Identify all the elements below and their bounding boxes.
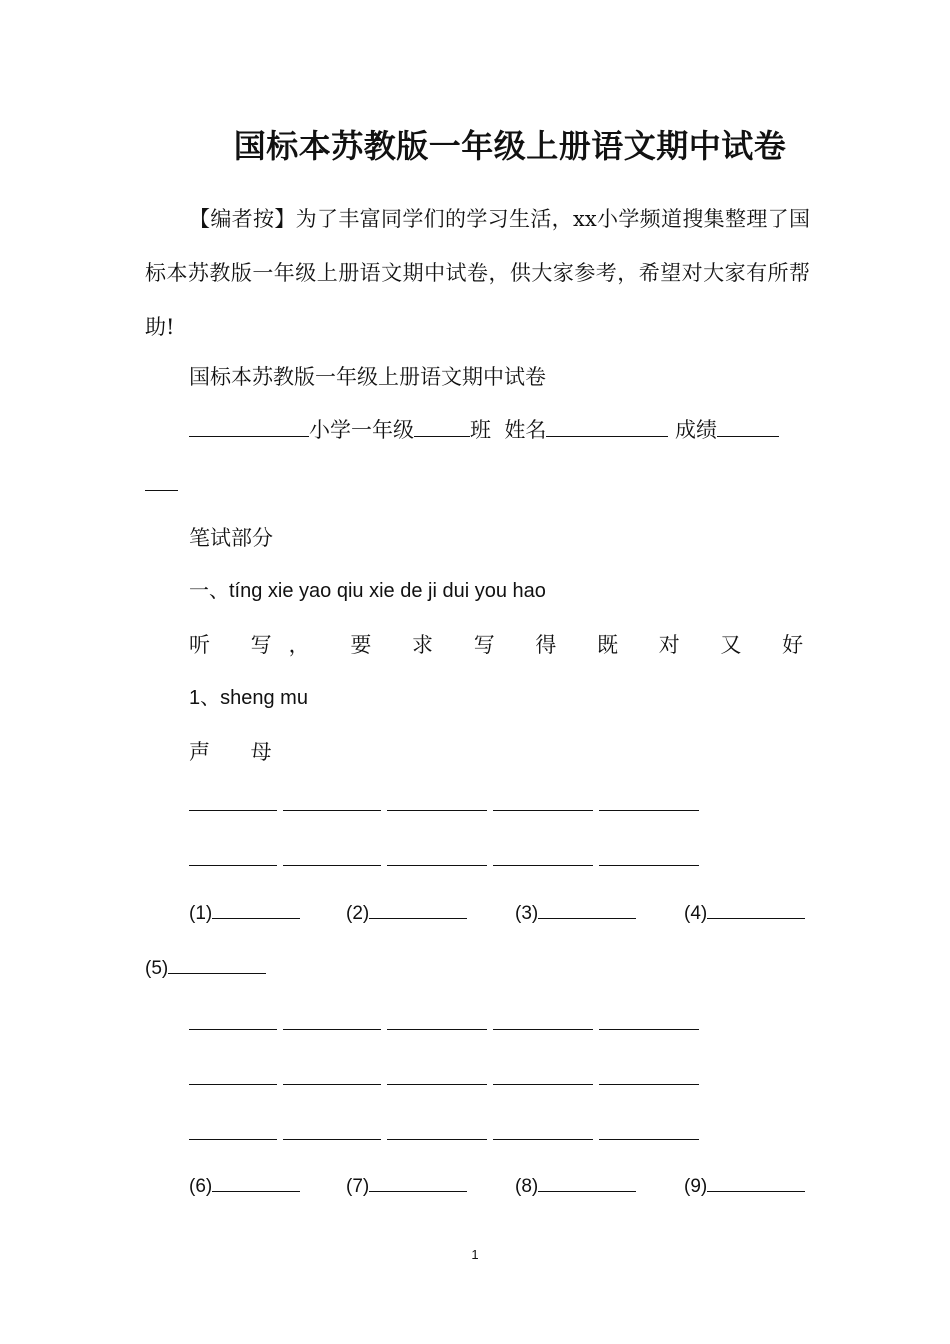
blank-line[interactable] (283, 1029, 381, 1030)
blank-line[interactable] (189, 1084, 277, 1085)
blank-line (145, 490, 178, 491)
numbered-blank-5 (145, 955, 266, 982)
editor-note-paragraph: 【编者按】为了丰富同学们的学习生活，xx小学频道搜集整理了国标本苏教版一年级上册语文期中试卷，供大家参考，希望对大家有所帮助! (145, 207, 810, 339)
score-blank[interactable] (717, 414, 779, 437)
blank-line[interactable] (189, 1029, 277, 1030)
answer-blank[interactable] (369, 1173, 467, 1192)
blank-line[interactable] (189, 1139, 277, 1140)
document-title: 国标本苏教版一年级上册语文期中试卷 (233, 127, 787, 165)
numbered-blank-9 (684, 1173, 805, 1200)
numbered-blank-7 (346, 1173, 467, 1200)
answer-blank[interactable] (707, 1173, 805, 1192)
exam-subtitle: 国标本苏教版一年级上册语文期中试卷 (189, 365, 546, 389)
blank-line[interactable] (283, 810, 381, 811)
blank-line[interactable] (599, 1084, 699, 1085)
numbered-blank-2 (346, 900, 467, 927)
answer-blank[interactable] (707, 900, 805, 919)
blank-line[interactable] (189, 810, 277, 811)
numbered-blank-6 (189, 1173, 300, 1200)
blank-number: (8) (515, 1176, 539, 1197)
blank-line[interactable] (387, 865, 487, 866)
answer-blank[interactable] (212, 1173, 300, 1192)
numbered-blank-4 (684, 900, 805, 927)
answer-blank[interactable] (538, 1173, 636, 1192)
blank-number: (3) (515, 903, 539, 924)
blank-number: (4) (684, 903, 708, 924)
answer-blank[interactable] (369, 900, 467, 919)
blank-number: (1) (189, 903, 213, 924)
answer-blank[interactable] (168, 955, 266, 974)
school-blank[interactable] (189, 414, 309, 437)
answer-blank[interactable] (212, 900, 300, 919)
blank-number: (5) (145, 958, 169, 979)
blank-line[interactable] (189, 865, 277, 866)
blank-line[interactable] (387, 1084, 487, 1085)
question1-pinyin: 一、tíng xie yao qiu xie de ji dui you hao (189, 580, 546, 602)
class-blank[interactable] (414, 414, 470, 437)
numbered-blank-3 (515, 900, 636, 927)
score-label: 成绩 (675, 418, 718, 442)
blank-line[interactable] (283, 1139, 381, 1140)
blank-number: (7) (346, 1176, 370, 1197)
blank-line[interactable] (493, 810, 593, 811)
blank-line[interactable] (493, 865, 593, 866)
answer-blank[interactable] (538, 900, 636, 919)
blank-line[interactable] (387, 1139, 487, 1140)
numbered-blank-1 (189, 900, 300, 927)
blank-line[interactable] (387, 1029, 487, 1030)
page-number: 1 (471, 1247, 479, 1262)
section-heading: 笔试部分 (189, 526, 273, 550)
school-label: 小学一年级 (309, 418, 414, 442)
blank-number: (2) (346, 903, 370, 924)
blank-line[interactable] (599, 865, 699, 866)
question1-hanzi: 听 写， 要 求 写 得 既 对 又 好 (189, 633, 821, 657)
name-blank[interactable] (546, 414, 668, 437)
sub1-pinyin: 1、sheng mu (189, 687, 308, 709)
blank-line[interactable] (283, 865, 381, 866)
blank-number: (6) (189, 1176, 213, 1197)
sub1-hanzi: 声 母 (189, 740, 289, 764)
student-info-line (189, 414, 779, 445)
numbered-blank-8 (515, 1173, 636, 1200)
blank-line[interactable] (599, 1029, 699, 1030)
blank-line[interactable] (387, 810, 487, 811)
blank-line[interactable] (493, 1139, 593, 1140)
blank-number: (9) (684, 1176, 708, 1197)
name-label: 姓名 (504, 418, 547, 442)
blank-line[interactable] (493, 1029, 593, 1030)
blank-line[interactable] (283, 1084, 381, 1085)
class-label: 班 (470, 418, 491, 442)
blank-line[interactable] (599, 1139, 699, 1140)
blank-line[interactable] (493, 1084, 593, 1085)
blank-line[interactable] (599, 810, 699, 811)
